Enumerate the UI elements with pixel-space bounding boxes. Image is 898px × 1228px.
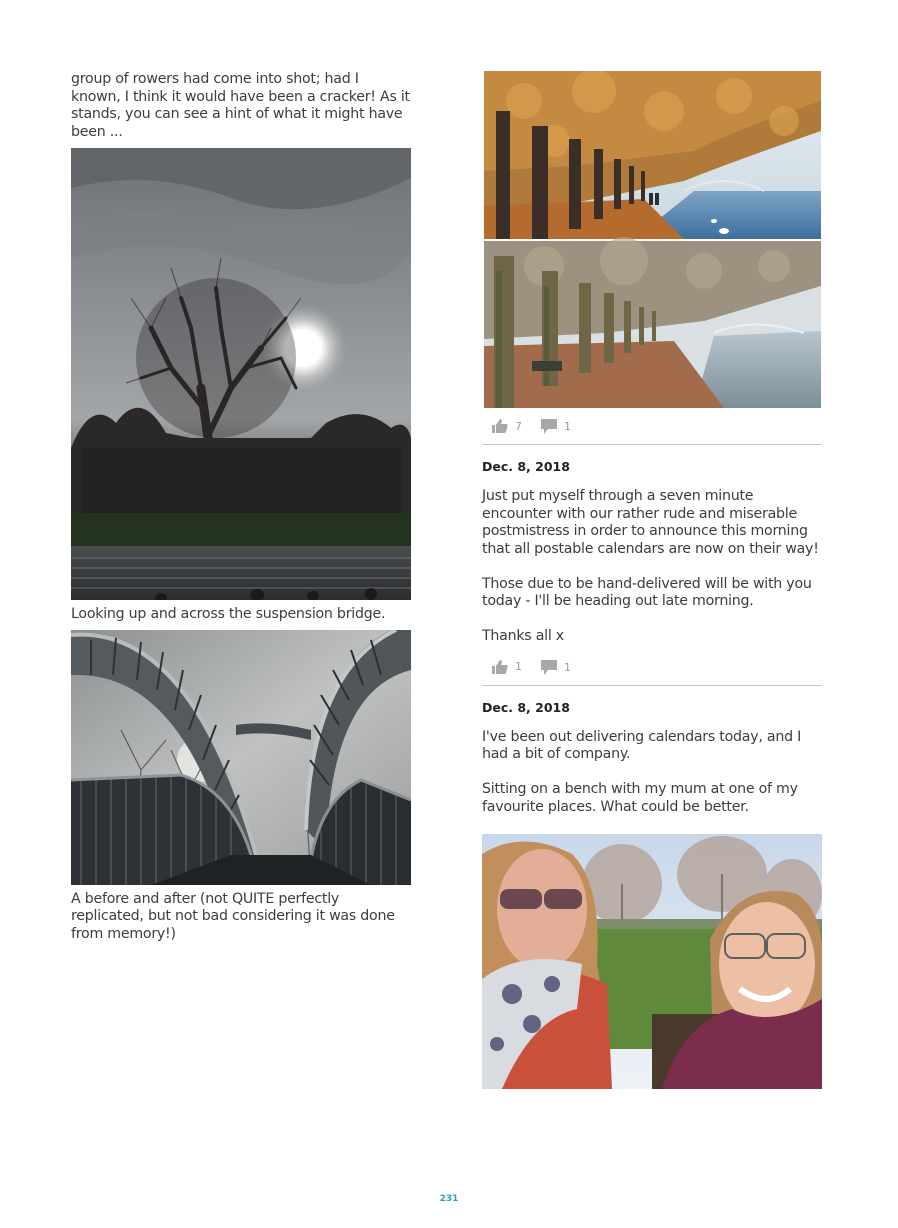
like-counter[interactable]: [492, 419, 522, 433]
caption-before-after: A before and after (not QUITE perfectly replicated, but not bad considering it was done from memory!): [71, 890, 395, 942]
photo-autumn-avenue-collage: [484, 71, 821, 408]
right-column: [482, 71, 822, 1089]
like-counter[interactable]: [492, 660, 522, 674]
comment-counter[interactable]: [541, 660, 571, 675]
comment-counter[interactable]: [541, 419, 571, 434]
post-2-body: [482, 488, 822, 646]
comment-count: 1: [564, 420, 571, 433]
page-number: 231: [439, 1194, 459, 1204]
post-3-body: [482, 729, 822, 817]
photo-tree-sun: [71, 148, 411, 600]
comment-bubble-icon: [541, 419, 557, 434]
post-3-date: Dec. 8, 2018: [482, 699, 570, 715]
thumbs-up-icon: [492, 419, 508, 433]
left-column: [71, 71, 411, 943]
like-count: 7: [515, 419, 522, 433]
intro-paragraph: group of rowers had come into shot; had I known, I think it would have been a cracker! As it stands, you can see a hint of what it might have been ...: [71, 71, 410, 140]
post-2-paragraph: Those due to be hand-delivered will be with you today - I'll be heading out late morning.: [482, 575, 812, 609]
post-3-paragraph: I've been out delivering calendars today, and I had a bit of company.: [482, 728, 802, 762]
like-count: 1: [515, 660, 522, 673]
post-2-paragraph: Thanks all x: [482, 628, 564, 644]
comment-bubble-icon: [541, 660, 557, 675]
comment-count: 1: [564, 660, 571, 674]
post-2-paragraph: Just put myself through a seven minute encounter with our rather rude and miserable postmistress in order to announce this morning that all postable calendars are now on their way!: [482, 488, 819, 557]
post-1-stats: [482, 408, 822, 445]
thumbs-up-icon: [492, 660, 508, 674]
photo-selfie-bench: [482, 834, 822, 1089]
caption-suspension-bridge: Looking up and across the suspension bridge.: [71, 606, 386, 622]
photo-suspension-bridge: [71, 630, 411, 885]
post-3-paragraph: Sitting on a bench with my mum at one of my favourite places. What could be better.: [482, 781, 798, 815]
post-2-date: Dec. 8, 2018: [482, 459, 570, 474]
post-2-stats: [482, 646, 822, 686]
